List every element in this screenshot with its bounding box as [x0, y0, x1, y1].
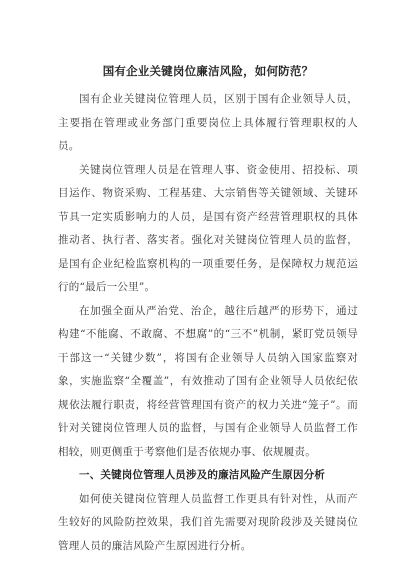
section-heading: 一、关键岗位管理人员涉及的廉洁风险产生原因分析	[79, 469, 326, 481]
document-title: 国有企业关键岗位廉洁风险，如何防范？	[102, 64, 314, 78]
document-page	[58, 62, 358, 558]
paragraph-2: 关键岗位管理人员是在管理人事、资金使用、招投标、项目运作、物资采购、工程基建、大宗销售等关键领域、关键环节具一定实质影响力的人员，是国有资产经营管理职权的具体推动者、执行者、落实者。强化对关键岗位管理人员的监督，是国有企业纪检监察机构的一项重要任务，是保障权力规范运行的“最后一公里”。	[58, 163, 358, 293]
paragraph-1: 国有企业关键岗位管理人员，区别于国有企业领导人员，主要指在管理或业务部门重要岗位上具体履行管理职权的人员。	[58, 93, 358, 152]
section-paragraph: 如何使关键岗位管理人员监督工作更具有针对性，从而产生较好的风险防控效果，我们首先需要对现阶段涉及关键岗位管理人员的廉洁风险产生原因进行分析。	[58, 492, 358, 552]
paragraph-3: 在加强全面从严治党、治企，越往后越严的形势下，通过构建“不能腐、不敢腐、不想腐”的“三不”机制，紧盯党员领导干部这一“关键少数”，将国有企业领导人员纳入国家监察对象，实施监察“全覆盖”，有效推动了国有企业领导人员依纪依规依法履行职责，将经营管理国有资产的权力关进“笼子”。而针对关键岗位管理人员的监督，与国有企业领导人员监督工作相较，则更侧重于考察他们是否依规办事、依规履责。	[58, 304, 358, 458]
